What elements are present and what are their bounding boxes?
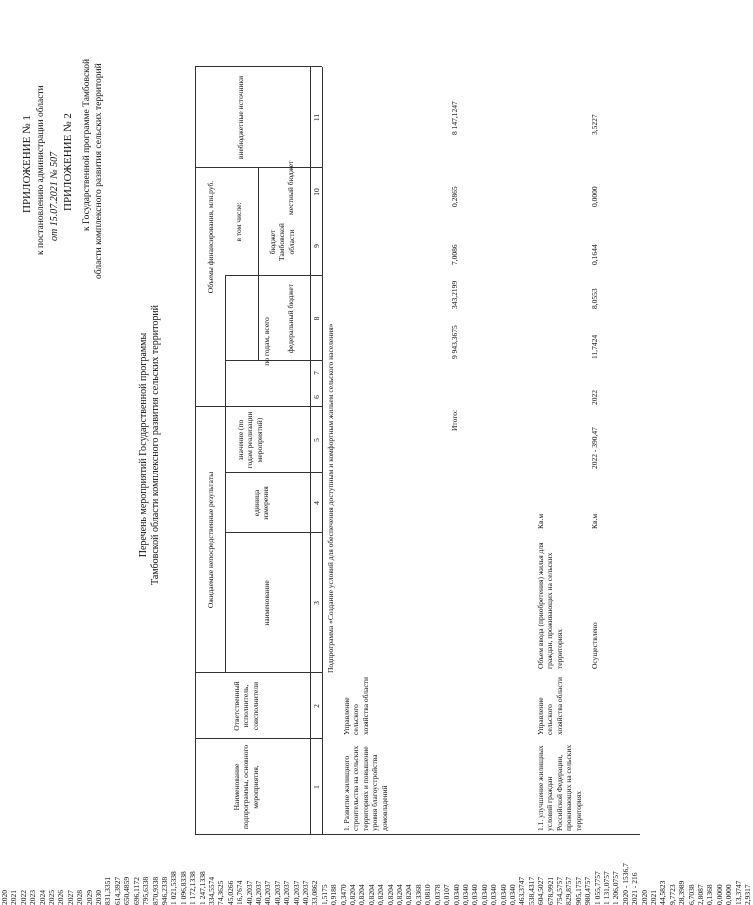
row2-result-name: Объем ввода (приобретения) жилья для граждан, проживающих на сельских территориях [536,542,564,669]
row1-total-extra: 8 147,1247 [450,101,459,135]
col-header-unit: единица измерения [252,486,271,520]
col-num-8: 8 [312,316,321,321]
row1-local: 0,3368 0,0810 0,0378 0,0107 0,0340 0,0340 0,0340 0,0340 0,0340 0,0340 0,0340 [413,884,517,905]
col-num-10: 10 [312,188,321,196]
row2-local: 0,0000 0,0000 [714,884,734,905]
col-header-expected-results: Ожидаемые непосредственные результаты [206,471,215,609]
subprogram-title: Подпрограмма «Создание условий для обеспечения доступным и комфортным жильем сельского населения» [326,323,335,673]
col-num-5: 5 [312,438,321,442]
row3-years: 2022 [590,390,599,405]
row1-total-local: 0,2865 [450,186,459,207]
col-num-11: 11 [312,113,321,122]
row3-extra: 3,5227 [590,114,599,135]
col-header-funding: Объемы финансирования, млн.руб. [206,180,215,294]
row1-total-sum: 9 943,3675 [450,325,459,359]
row1-total: 831,3351 614,3927 650,4859 696,1172 795,6338 870,9338 946,2338 1 021,5338 1 096,8338 1 172,1338 1 247,1338 [103,871,207,905]
program-ref-line-1: к Государственной программе Тамбовской [82,58,92,231]
resolution-date-handwritten: от 15.07.2021 № 507 [49,151,60,241]
col-header-value-by-year: значение (по годам реализации мероприятий) [236,411,264,469]
col-num-4: 4 [312,501,321,505]
row2-federal: 28,3989 6,7038 [677,880,696,905]
resolution-prefix: к постановлению администрации области [36,85,46,255]
col-num-3: 3 [312,601,321,605]
col-header-total-by-year: по годам, всего [262,317,271,366]
col-num-1: 1 [312,785,321,789]
col-num-2: 2 [312,704,321,708]
row1-activity-name: 1. Развитие жилищного строительства на сельских территориях и повышение уровня благоустройства домовладений [342,745,389,831]
row2-unit: Кв.м [536,513,545,529]
col-header-federal-budget: федеральный бюджет [286,283,295,354]
row1-total-federal: 343,2199 [450,280,459,309]
row1-total-regional: 7,0086 [450,244,459,265]
program-ref-line-2: области комплексного развития сельских территорий [94,63,104,279]
col-header-local-budget: местный бюджет [286,160,295,215]
appendix-1-label: ПРИЛОЖЕНИЕ № 1 [21,115,33,213]
col-num-6: 6 [312,395,321,399]
col-num-9: 9 [312,244,321,248]
row1-federal: 334,5574 74,3625 45,0266 16,7674 40,2037 40,2037 40,2037 40,2037 40,2037 40,2037 40,2037 [206,876,310,905]
row3-total: 11,7424 [590,334,599,359]
row3-result-name: Осуществлено [590,622,599,669]
row2-activity-name: 1.1. улучшение жилищных условий граждан Российской Федерации, проживающих на сельских территориях [536,744,583,831]
col-num-7: 7 [312,371,321,375]
row2-values: 2020 - 1536,7 2021 - 216 [620,863,640,905]
col-header-name: Наименование подпрограммы, основного мероприятия, [232,744,260,830]
row2-years: 2020 2021 [639,890,659,905]
row2-total: 44,5823 9,7723 [658,880,677,905]
col-header-regional-budget: бюджет Тамбовской области [268,223,296,261]
row3-local: 0,0000 [590,186,599,207]
row1-years: 2020 2021 2022 2023 2024 2025 2026 2027 2028 2029 2030 [0,890,104,905]
document-title-line-1: Перечень мероприятий Государственной программы [138,332,149,558]
row2-extra: 13,3747 2,9317 [733,880,753,905]
col-header-extra-budgetary: внебюджетные источники [236,75,245,160]
row3-values: 2022 - 390,47 [590,427,599,469]
row3-unit: Кв.м [590,513,599,529]
document-title-line-2: Тамбовской области комплексного развития сельских территорий [150,304,161,586]
row2-regional: 2,8087 0,1368 [696,884,715,905]
col-header-result-name: наименование [262,580,271,626]
row1-extra: 463,3747 538,4317 604,5027 678,9921 754,5757 829,8757 905,1757 980,4757 1 055,7757 1 131,0757 1 206,0757 [517,871,621,905]
col-header-including: в том числе: [234,202,243,242]
col-header-executor: Ответственный исполнитель, соисполнители [232,681,260,731]
row3-regional: 0,1644 [590,244,599,265]
row1-regional: 33,0862 1,5175 0,9188 0,3470 0,8204 0,8204 0,8204 0,8204 0,8204 0,8204 0,8204 [310,880,414,905]
row1-total-label: Итого: [450,409,459,431]
appendix-2-label: ПРИЛОЖЕНИЕ № 2 [62,113,74,211]
row1-executor: Управление сельского хозяйства области [342,677,370,735]
row2-executor: Управление сельского хозяйства области [536,677,564,735]
row3-federal: 8,0553 [590,288,599,309]
